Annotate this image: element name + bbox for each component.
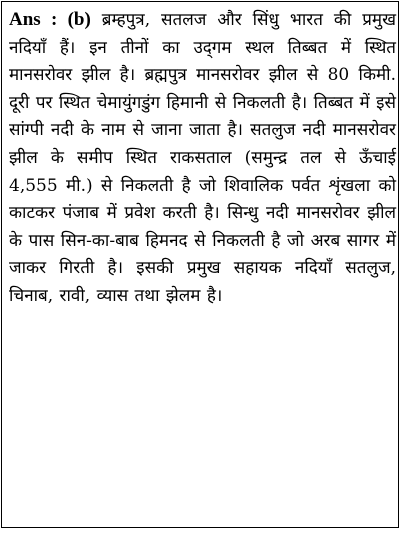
- answer-box: [1, 1, 399, 528]
- answer-text: ब्रम्हपुत्र, सतलज और सिंधु भारत की प्रमुख नदियाँ हैं। इन तीनों का उद्‌गम स्थल तिब्बत में स्थित मानसरोवर झील है। ब्रह्मपुत्र मानसरोवर झील से 80 किमी. दूरी पर स्थित चेमायुंगडुंग हिमानी से निकलती है। तिब्बत में इसे सांग्पी नदी के नाम से जाना जाता है। सतलुज नदी मानसरोवर झील के समीप स्थित राकसताल (समुन्द्र तल से ऊँचाई 4,555 मी.) से निकलती है जो शिवालिक पर्वत शृंखला को काटकर पंजाब में प्रवेश करती है। सिन्धु नदी मानसरोवर झील के पास सिन-का-बाब हिमनद से निकलती है जो अरब सागर में जाकर गिरती है। इसकी प्रमुख सहायक नदियाँ सतलुज, चिनाब, रावी, व्यास तथा झेलम है।: [9, 10, 397, 306]
- answer-paragraph: [9, 6, 396, 311]
- next-line-fragment: [0, 532, 405, 541]
- answer-label: Ans : (b): [9, 9, 91, 30]
